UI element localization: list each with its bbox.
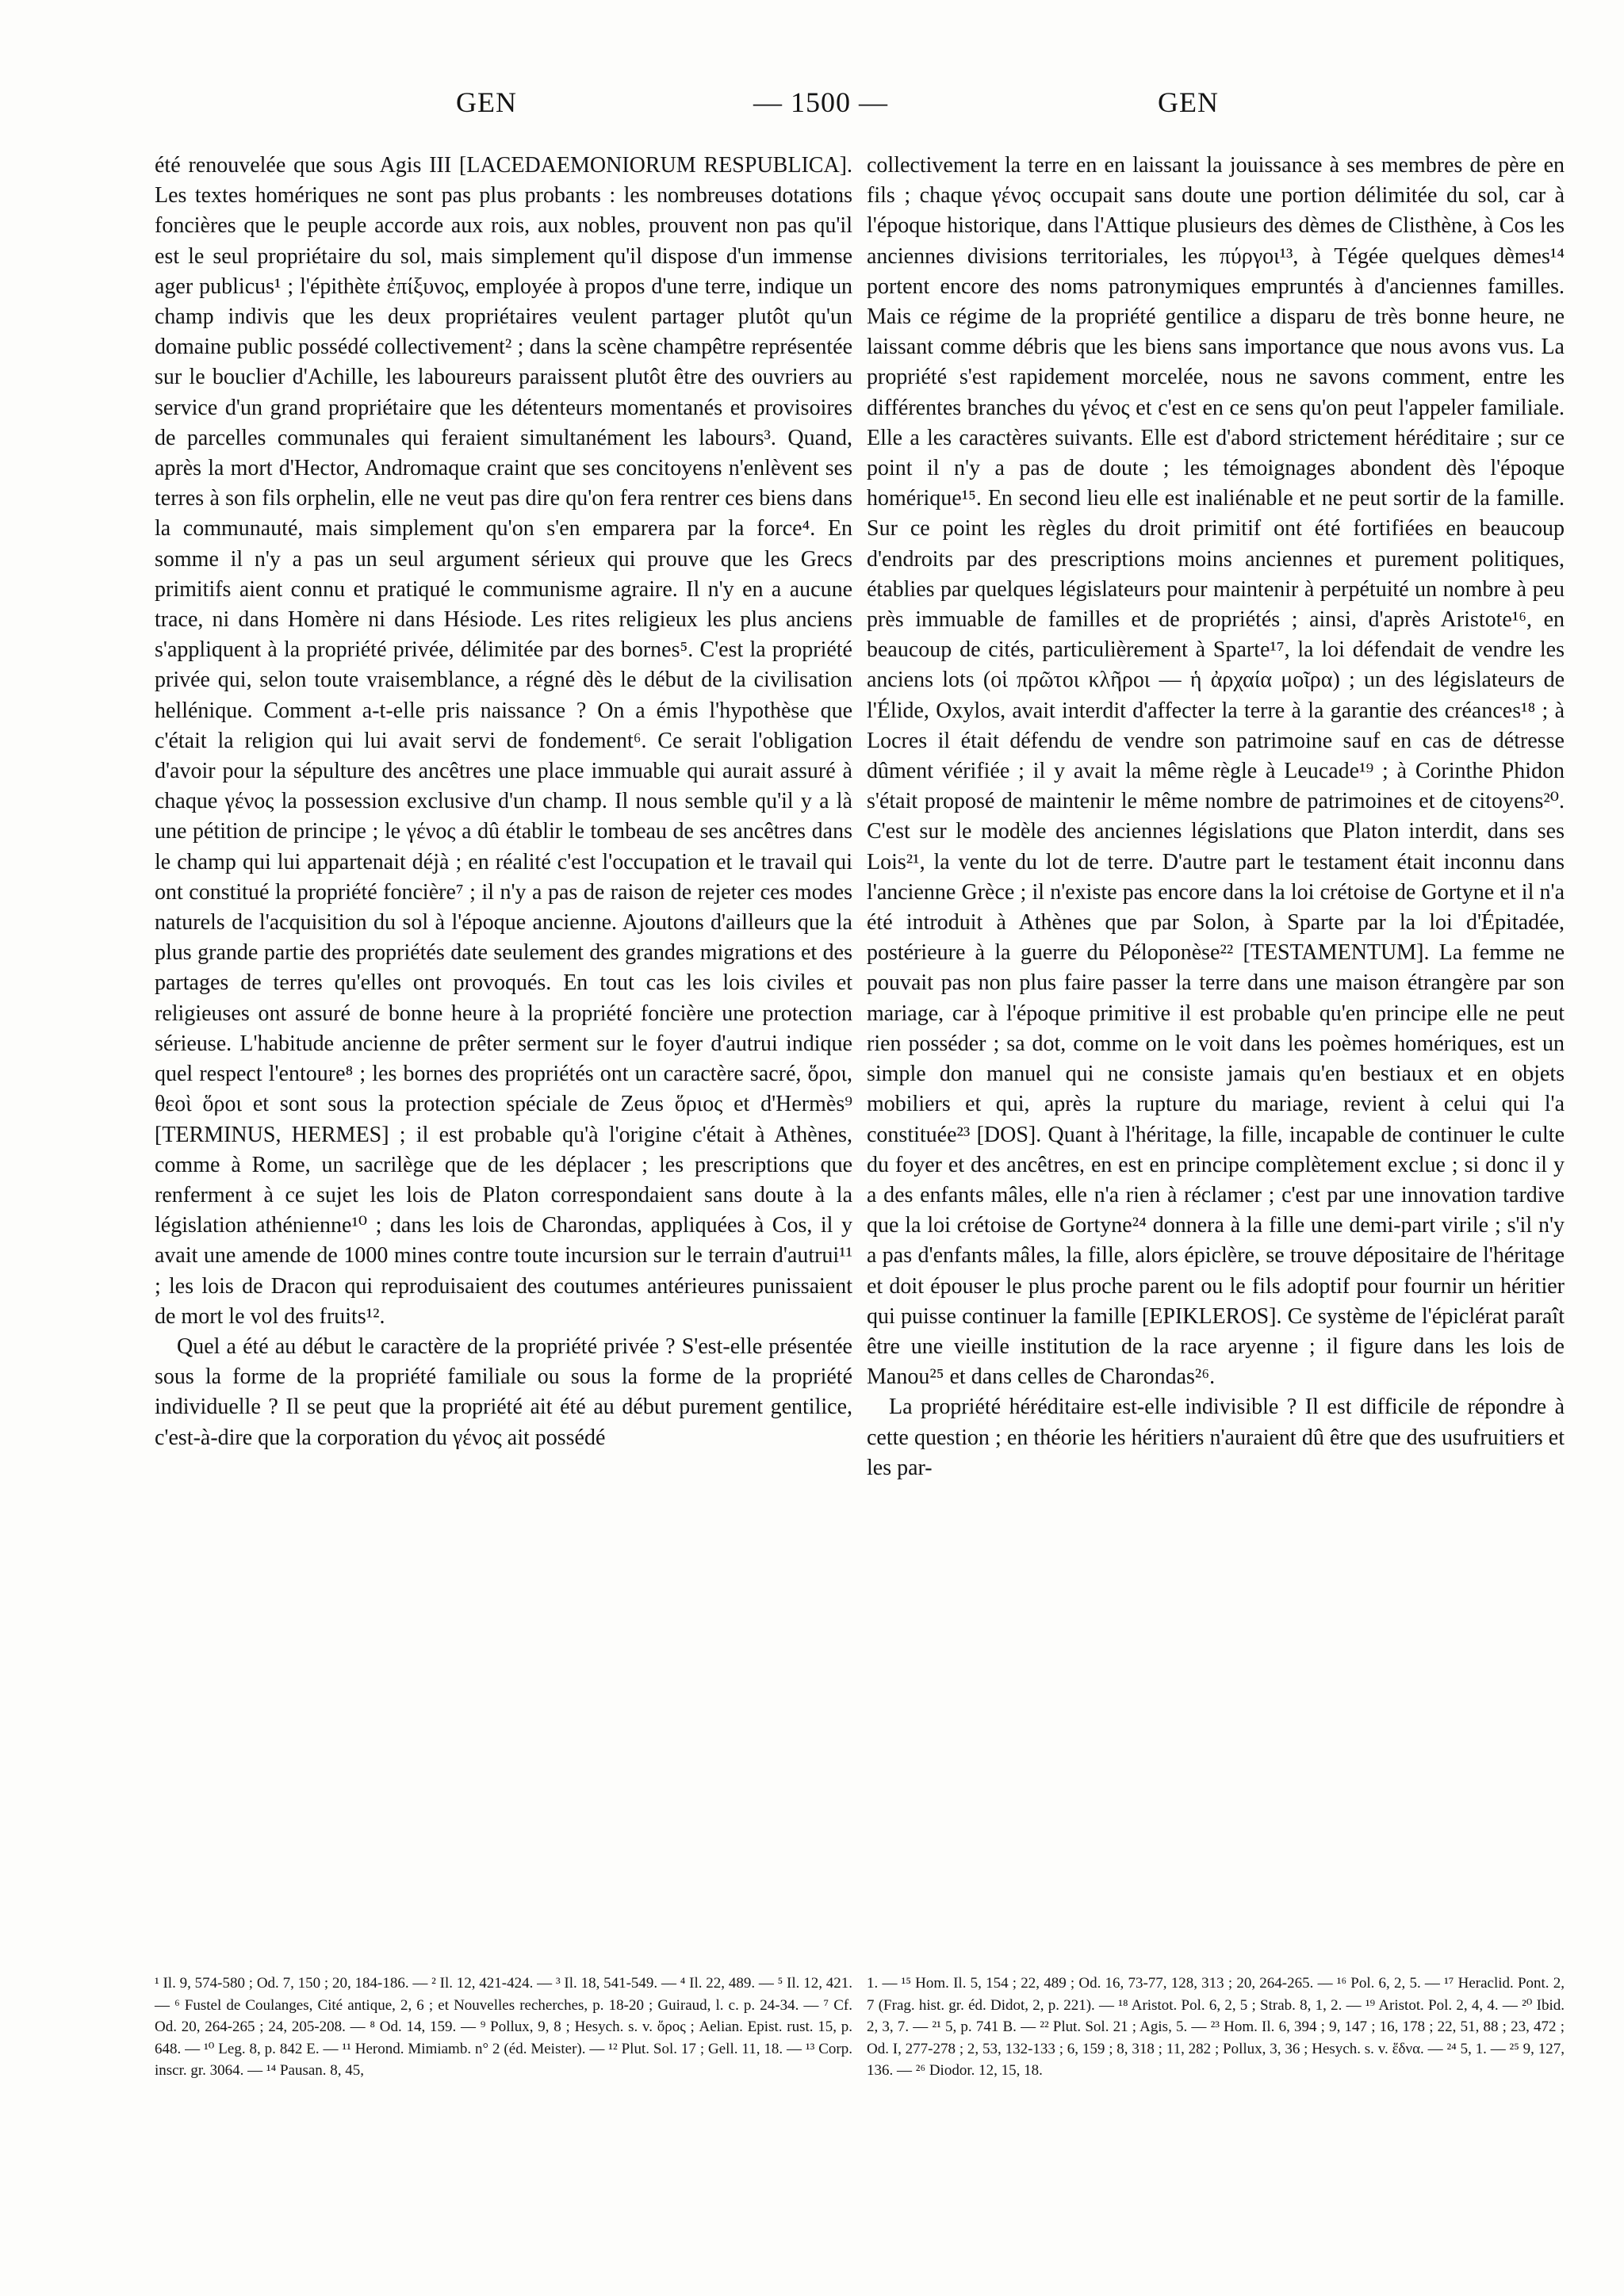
footnotes-right: 1. — ¹⁵ Hom. Il. 5, 154 ; 22, 489 ; Od. 16, 73-77, 128, 313 ; 20, 264-265. — ¹⁶ Pol. 6, 2, 5. — ¹⁷ Heraclid. Pont. 2, 7 (Frag. hist. gr. éd. Didot, 2, p. 221). — ¹⁸ Aristot. Pol. 6, 2, 5 ; Strab. 8, 1, 2. — ¹⁹ Aristot. Pol. 2, 4, 4. — ²⁰ Ibid. 2, 3, 7. — ²¹ 5, p. 741 B. — ²² Plut. Sol. 21 ; Agis, 5. — ²³ Hom. Il. 6, 394 ; 9, 147 ; 16, 178 ; 22, 51, 88 ; 23, 472 ; Od. I, 277-278 ; 2, 53, 132-133 ; 6, 159 ; 8, 318 ; 11, 282 ; Pollux, 3, 36 ; Hesych. s. v. ἕδνα. — ²⁴ 5, 1. — ²⁵ 9, 127, 136. — ²⁶ Diodor. 12, 15, 18. bbox=[867, 1975, 1565, 2079]
left-column bbox=[155, 151, 852, 1453]
right-column bbox=[867, 151, 1565, 1483]
footnotes-left: ¹ Il. 9, 574-580 ; Od. 7, 150 ; 20, 184-186. — ² Il. 12, 421-424. — ³ Il. 18, 541-549. — ⁴ Il. 22, 489. — ⁵ Il. 12, 421. — ⁶ Fustel de Coulanges, Cité antique, 2, 6 ; et Nouvelles recherches, p. 18-20 ; Guiraud, l. c. p. 24-34. — ⁷ Cf. Od. 20, 264-265 ; 24, 205-208. — ⁸ Od. 14, 159. — ⁹ Pollux, 9, 8 ; Hesych. s. v. ὅρος ; Aelian. Epist. rust. 15, p. 648. — ¹⁰ Leg. 8, p. 842 E. — ¹¹ Herond. Mimiamb. n° 2 (éd. Meister). — ¹² Plut. Sol. 17 ; Gell. 11, 18. — ¹³ Corp. inscr. gr. 3064. — ¹⁴ Pausan. 8, 45, bbox=[155, 1975, 852, 2079]
right-paragraph-1: collectivement la terre en en laissant la jouissance à ses membres de père en fils ; chaque γένος occupait sans doute une portion délimitée du sol, car à l'époque historique, dans l'Attique plusieurs des dèmes de Clisthène, à Cos les anciennes divisions territoriales, les πύργοι¹³, à Tégée quelques dèmes¹⁴ portent encore des noms patronymiques empruntés à d'anciennes familles. Mais ce régime de la propriété gentilice a disparu de très bonne heure, ne laissant comme débris que les biens sans importance que nous avons vus. La propriété s'est rapidement morcelée, nous ne savons comment, entre les différentes branches du γένος et c'est en ce sens qu'on peut l'appeler familiale. Elle a les caractères suivants. Elle est d'abord strictement héréditaire ; sur ce point il n'y a pas de doute ; les témoignages abondent dès l'époque homérique¹⁵. En second lieu elle est inaliénable et ne peut sortir de la famille. Sur ce point les règles du droit primitif ont été fortifiées en beaucoup d'endroits par des prescriptions moins anciennes et purement politiques, établies par quelques législateurs pour maintenir à perpétuité un nombre à peu près immuable de familles et de propriétés ; ainsi, d'après Aristote¹⁶, en beaucoup de cités, particulièrement à Sparte¹⁷, la loi défendait de vendre les anciens lots (οἱ πρῶτοι κλῆροι — ἡ ἀρχαία μοῖρα) ; un des législateurs de l'Élide, Oxylos, avait interdit d'affecter la terre à la garantie des créances¹⁸ ; à Locres il était défendu de vendre son patrimoine sauf en cas de détresse dûment vérifiée ; il y avait la même règle à Leucade¹⁹ ; à Corinthe Phidon s'était proposé de maintenir le même nombre de patrimoines et de citoyens²⁰. C'est sur le modèle des anciennes législations que Platon interdit, dans ses Lois²¹, la vente du lot de terre. D'autre part le testament était inconnu dans l'ancienne Grèce ; il n'existe pas encore dans la loi crétoise de Gortyne et il n'a été introduit à Athènes que par Solon, à Sparte par la loi d'Épitadée, postérieure à la guerre du Péloponèse²² [TESTAMENTUM]. La femme ne pouvait pas non plus faire passer la terre dans une maison étrangère par son mariage, car à l'époque primitive il est probable qu'en principe elle ne peut rien posséder ; sa dot, comme on le voit dans les poèmes homériques, est un simple don manuel qui ne consiste jamais qu'en bestiaux et en objets mobiliers et qui, après la rupture du mariage, revient à celui qui l'a constituée²³ [DOS]. Quant à l'héritage, la fille, incapable de continuer le culte du foyer et des ancêtres, en est en principe complètement exclue ; si donc il y a des enfants mâles, elle n'a rien à réclamer ; c'est par une innovation tardive que la loi crétoise de Gortyne²⁴ donnera à la fille une demi-part virile ; s'il n'y a pas d'enfants mâles, la fille, alors épiclère, se trouve dépositaire de l'héritage et doit épouser le plus proche parent ou le fils adoptif pour fournir un héritier qui puisse continuer la famille [EPIKLEROS]. Ce système de l'épiclérat paraît être une vieille institution de la race aryenne ; il figure dans les lois de Manou²⁵ et dans celles de Charondas²⁶. bbox=[867, 153, 1565, 1390]
right-paragraph-2: La propriété héréditaire est-elle indivisible ? Il est difficile de répondre à cette question ; en théorie les héritiers n'auraient dû être que des usufruitiers et les par- bbox=[867, 1395, 1565, 1480]
header-right-keyword: GEN bbox=[1158, 86, 1219, 118]
page-number: — 1500 — bbox=[753, 86, 888, 118]
left-paragraph-2: Quel a été au début le caractère de la propriété privée ? S'est-elle présentée sous la forme de la propriété familiale ou sous la forme de la propriété individuelle ? Il se peut que la propriété ait été au début purement gentilice, c'est-à-dire que la corporation du γένος ait possédé bbox=[155, 1334, 852, 1450]
running-header bbox=[0, 86, 1624, 133]
left-paragraph-1: été renouvelée que sous Agis III [LACEDAEMONIORUM RESPUBLICA]. Les textes homériques ne sont pas plus probants : les nombreuses dotations foncières que le peuple accorde aux rois, aux nobles, prouvent non pas qu'il est le seul propriétaire du sol, mais simplement qu'il dispose d'un immense ager publicus¹ ; l'épithète ἐπίξυνος, employée à propos d'une terre, indique un champ indivis que les deux propriétaires veulent partager plutôt qu'un domaine public possédé collectivement² ; dans la scène champêtre représentée sur le bouclier d'Achille, les laboureurs paraissent plutôt être des ouvriers au service d'un grand propriétaire que les détenteurs momentanés et provisoires de parcelles communales qui feraient simultanément les labours³. Quand, après la mort d'Hector, Andromaque craint que ses concitoyens n'enlèvent ses terres à son fils orphelin, elle ne veut pas dire qu'on fera rentrer ces biens dans la communauté, mais simplement qu'on s'en emparera par la force⁴. En somme il n'y a pas un seul argument sérieux qui prouve que les Grecs primitifs aient connu et pratiqué le communisme agraire. Il n'y en a aucune trace, ni dans Homère ni dans Hésiode. Les rites religieux les plus anciens s'appliquent à la propriété privée, délimitée par des bornes⁵. C'est la propriété privée qui, selon toute vraisemblance, a régné dès le début de la civilisation hellénique. Comment a-t-elle pris naissance ? On a émis l'hypothèse que c'était la religion qui lui avait servi de fondement⁶. Ce serait l'obligation d'avoir pour la sépulture des ancêtres une place immuable qui aurait assuré à chaque γένος la possession exclusive d'un champ. Il nous semble qu'il y a là une pétition de principe ; le γένος a dû établir le tombeau de ses ancêtres dans le champ qui lui appartenait déjà ; en réalité c'est l'occupation et le travail qui ont constitué la propriété foncière⁷ ; il n'y a pas de raison de rejeter ces modes naturels de l'acquisition du sol à l'époque ancienne. Ajoutons d'ailleurs que la plus grande partie des propriétés date seulement des grandes migrations et des partages de terres qu'elles ont provoqués. En tout cas les lois civiles et religieuses ont assuré de bonne heure à la propriété foncière une protection sérieuse. L'habitude ancienne de prêter serment sur le foyer d'autrui indique quel respect l'entoure⁸ ; les bornes des propriétés ont un caractère sacré, ὅροι, θεοὶ ὅροι et sont sous la protection spéciale de Zeus ὅριος et d'Hermès⁹ [TERMINUS, HERMES] ; il est probable qu'à l'origine c'était à Athènes, comme à Rome, un sacrilège que de les déplacer ; les prescriptions que renferment à ce sujet les lois de Platon correspondaient sans doute à la législation athénienne¹⁰ ; dans les lois de Charondas, appliquées à Cos, il y avait une amende de 1000 mines contre toute incursion sur le terrain d'autrui¹¹ ; les lois de Dracon qui reproduisaient des coutumes antérieures punissaient de mort le vol des fruits¹². bbox=[155, 153, 852, 1329]
header-left-keyword: GEN bbox=[456, 86, 517, 118]
